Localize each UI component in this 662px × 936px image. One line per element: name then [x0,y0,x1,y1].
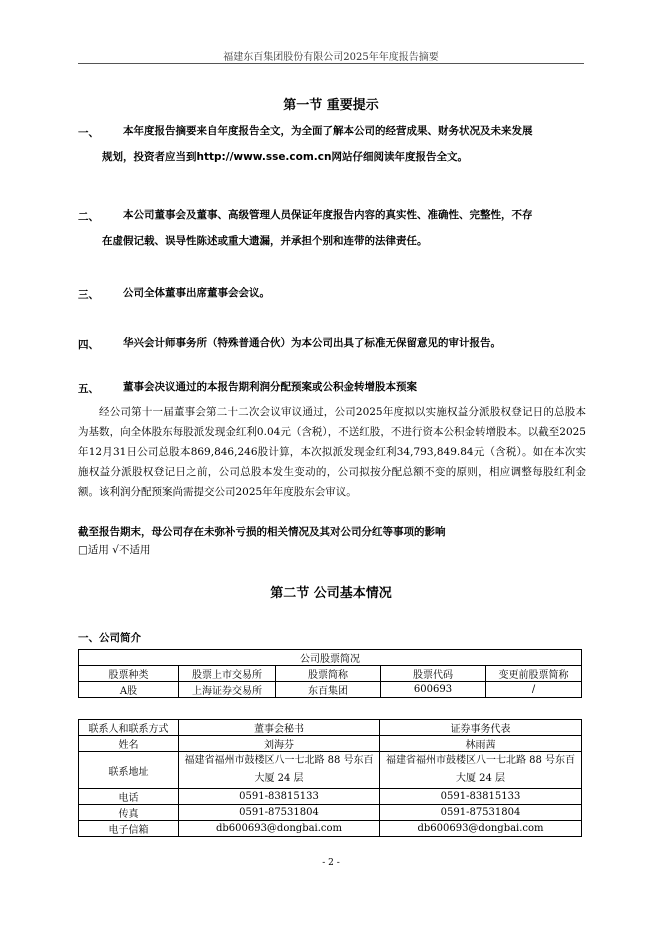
loss-heading: 截至报告期末，母公司存在未弥补亏损的相关情况及其对公司分红等事项的影响 [78,526,446,538]
table-header: 股票种类 [79,666,179,682]
item-number: 一、 [78,127,99,139]
item-text: 董事会决议通过的本报告期利润分配预案或公积金转增股本预案 [123,381,417,393]
table-header: 变更前股票简称 [486,666,582,682]
table-cell: db600693@dongbai.com [179,821,380,837]
item-number: 三、 [78,289,99,301]
table-cell: 姓名 [79,736,179,752]
stock-table-caption: 公司股票简况 [79,650,582,666]
table-cell: 0591-87531804 [380,805,582,821]
table-cell: 电话 [79,789,179,805]
table-cell: 0591-83815133 [380,789,582,805]
table-header: 联系人和联系方式 [79,720,179,736]
table-header: 股票简称 [276,666,381,682]
contact-table [78,719,582,837]
company-profile-heading: 一、公司简介 [78,632,141,644]
item-text [102,202,586,254]
table-header: 证券事务代表 [380,720,582,736]
table-cell: 传真 [79,805,179,821]
table-cell: 林雨茜 [380,736,582,752]
table-cell: 0591-87531804 [179,805,380,821]
section1-title: 第一节 重要提示 [283,98,379,113]
table-cell: 福建省福州市鼓楼区八一七北路 88 号东百大厦 24 层 [179,752,380,789]
page-header: 福建东百集团股份有限公司2025年年度报告摘要 [223,52,439,63]
item-line2: 规划，投资者应当到http://www.sse.com.cn网站仔细阅读年度报告全文。 [102,151,468,163]
stock-table [78,649,582,698]
item-line1: 本年度报告摘要来自年度报告全文，为全面了解本公司的经营成果、财务状况及未来发展 [123,125,533,137]
table-cell: 刘海芬 [179,736,380,752]
table-cell: A股 [79,682,179,698]
page-number: - 2 - [322,858,340,868]
table-cell: 上海证券交易所 [179,682,276,698]
table-header: 股票上市交易所 [179,666,276,682]
table-cell: 电子信箱 [79,821,179,837]
table-cell: 联系地址 [79,752,179,789]
item-number: 二、 [78,211,99,223]
table-header: 股票代码 [381,666,486,682]
table-cell: 东百集团 [276,682,381,698]
table-cell: / [486,682,582,698]
item-line2: 在虚假记载、误导性陈述或重大遗漏，并承担个别和连带的法律责任。 [102,235,428,247]
table-cell: 600693 [381,682,486,698]
item-number: 五、 [78,383,99,395]
table-cell: 0591-83815133 [179,789,380,805]
table-cell: db600693@dongbai.com [380,821,582,837]
item-text: 华兴会计师事务所（特殊普通合伙）为本公司出具了标准无保留意见的审计报告。 [123,337,501,349]
item-number: 四、 [78,339,99,351]
applicable-checkbox: □适用 √不适用 [78,544,151,556]
header-rule [78,63,584,64]
section2-title: 第二节 公司基本情况 [270,586,392,601]
item-text [102,118,586,170]
item-line1: 本公司董事会及董事、高级管理人员保证年度报告内容的真实性、准确性、完整性，不存 [123,209,533,221]
table-cell: 福建省福州市鼓楼区八一七北路 88 号东百大厦 24 层 [380,752,582,789]
item-text: 公司全体董事出席董事会会议。 [123,287,270,299]
table-header: 董事会秘书 [179,720,380,736]
dividend-paragraph: 经公司第十一届董事会第二十二次会议审议通过，公司2025年度拟以实施权益分派股权登记日的总股本为基数，向全体股东每股派发现金红利0.04元（含税），不送红股，不进行资本公积金转增股本。以截至2025年12月31日公司总股本869,846,246股计算，本次拟派发现金红利34,793,849.84元（含税）。如在本次实施权益分派股权登记日之前，公司总股本发生变动的，公司拟按分配总额不变的原则，相应调整每股红利金额。该利润分配预案尚需提交公司2025年年度股东会审议。 [78,406,586,498]
